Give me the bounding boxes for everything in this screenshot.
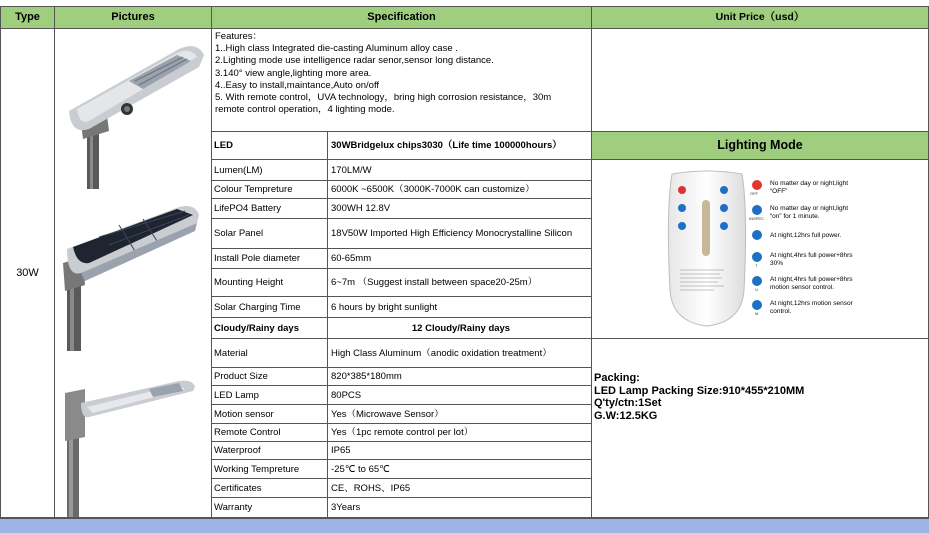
moon-icon (752, 230, 762, 240)
mode-item (752, 230, 922, 244)
mode-button-label: U (755, 287, 758, 292)
lighting-mode-cell (592, 160, 929, 339)
spec-value-led: 30WBridgelux chips3030（Life time 100000hours） (328, 132, 592, 160)
spec-label-led-lamp: LED Lamp (212, 386, 328, 405)
spec-label-charging-time: Solar Charging Time (212, 297, 328, 318)
mode-item (749, 205, 922, 227)
spec-value-colour-temp: 6000K ~6500K（3000K-7000K can customize） (328, 181, 592, 199)
features-line: 3.140° view angle,lighting more area. (215, 67, 372, 79)
remote-control-image (664, 170, 750, 330)
features-line: 4..Easy to install,maintance,Auto on/off (215, 79, 380, 91)
spec-value-charging-time: 6 hours by bright sunlight (328, 297, 592, 318)
moon-icon (752, 300, 762, 310)
spec-label-mounting-height: Mounting Height (212, 269, 328, 297)
spec-label-solar-panel: Solar Panel (212, 219, 328, 249)
packing-cell (592, 339, 929, 518)
pictures-cell (55, 29, 212, 518)
spec-value-material: High Class Aluminum（anodic oxidation treatment） (328, 339, 592, 368)
mode-text: At night,12hrs full power. (770, 232, 842, 239)
spec-label-colour-temp: Colour Tempreture (212, 181, 328, 199)
spec-label-lumen: Lumen(LM) (212, 160, 328, 181)
mode-text: No matter day or night,light (770, 205, 849, 212)
mode-button-label: OFF (750, 191, 758, 196)
street-light-photo-3 (59, 367, 209, 517)
moon-icon (752, 252, 762, 262)
mode-button-label: INSPEC (749, 216, 764, 221)
mode-text: motion sensor control. (770, 284, 834, 291)
mode-text: “OFF” (770, 188, 788, 195)
features-block (212, 29, 592, 132)
header-specification: Specification (212, 7, 592, 29)
moon-icon (752, 276, 762, 286)
mode-text: 30% (770, 260, 784, 267)
features-line: 1..High class Integrated die-casting Aluminum alloy case . (215, 43, 458, 55)
street-light-photo-2 (59, 201, 209, 351)
packing-qty: Q'ty/ctn:1Set (594, 397, 662, 409)
spec-value-cloudy-days: 12 Cloudy/Rainy days (328, 318, 592, 339)
spec-value-working-temp: -25℃ to 65℃ (328, 460, 592, 479)
spec-label-motion-sensor: Motion sensor (212, 405, 328, 424)
spec-label-certificates: Certificates (212, 479, 328, 498)
features-title: Features： (215, 31, 262, 42)
mode-item (752, 300, 922, 322)
packing-title: Packing: (594, 372, 640, 384)
mode-text: control. (770, 308, 792, 315)
spec-value-waterproof: IP65 (328, 442, 592, 460)
mode-item (752, 252, 922, 274)
light-icon (752, 205, 762, 215)
header-unit-price: Unit Price（usd） (592, 7, 929, 29)
type-cell: 30W (1, 29, 55, 518)
spec-value-motion-sensor: Yes（Microwave Sensor） (328, 405, 592, 424)
spec-label-cloudy-days: Cloudy/Rainy days (212, 318, 328, 339)
mode-text: At night,12hrs motion sensor (770, 300, 853, 307)
spec-value-warranty: 3Years (328, 498, 592, 518)
mode-text: “on” for 1 minute. (770, 213, 820, 220)
mode-button-label: T (755, 263, 758, 268)
spec-value-mounting-height: 6~7m （Suggest install between space20-25m） (328, 269, 592, 297)
spec-value-lumen: 170LM/W (328, 160, 592, 181)
spec-value-pole-diameter: 60-65mm (328, 249, 592, 269)
mode-text: No matter day or night,light (770, 180, 849, 187)
street-light-photo-1 (59, 31, 209, 189)
packing-size: LED Lamp Packing Size:910*455*210MM (594, 384, 805, 397)
spec-label-pole-diameter: Install Pole diameter (212, 249, 328, 269)
spec-label-led: LED (212, 132, 328, 160)
spec-value-product-size: 820*385*180mm (328, 368, 592, 386)
spec-label-working-temp: Working Tempreture (212, 460, 328, 479)
header-type: Type (1, 7, 55, 29)
mode-button-label: M (755, 311, 759, 316)
spec-label-material: Material (212, 339, 328, 368)
spec-value-certificates: CE、ROHS、IP65 (328, 479, 592, 498)
packing-weight: G.W:12.5KG (594, 409, 658, 422)
power-icon (752, 180, 762, 190)
lighting-mode-title: Lighting Mode (592, 132, 929, 160)
spec-value-battery: 300WH 12.8V (328, 199, 592, 219)
spec-value-led-lamp: 80PCS (328, 386, 592, 405)
bottom-band (0, 518, 929, 533)
spec-label-remote-control: Remote Control (212, 424, 328, 442)
unit-price-cell (592, 29, 929, 132)
features-line: 2.Lighting mode use intelligence radar senor,sensor long distance. (215, 55, 494, 67)
spec-value-remote-control: Yes（1pc remote control per lot） (328, 424, 592, 442)
mode-item (752, 180, 922, 202)
spec-label-product-size: Product Size (212, 368, 328, 386)
spec-label-waterproof: Waterproof (212, 442, 328, 460)
spec-label-warranty: Warranty (212, 498, 328, 518)
mode-text: At night,4hrs full power+8hrs (770, 276, 853, 283)
mode-text: At night,4hrs full power+8hrs (770, 252, 853, 259)
header-pictures: Pictures (55, 7, 212, 29)
spec-value-solar-panel: 18V50W Imported High Efficiency Monocrystalline Silicon (328, 219, 592, 249)
features-line: 5. With remote control，UVA technology，bring high corrosion resistance，30m (215, 92, 552, 104)
features-line: remote control operation，4 lighting mode. (215, 104, 395, 116)
spec-label-battery: LifePO4 Battery (212, 199, 328, 219)
mode-item (752, 276, 922, 298)
